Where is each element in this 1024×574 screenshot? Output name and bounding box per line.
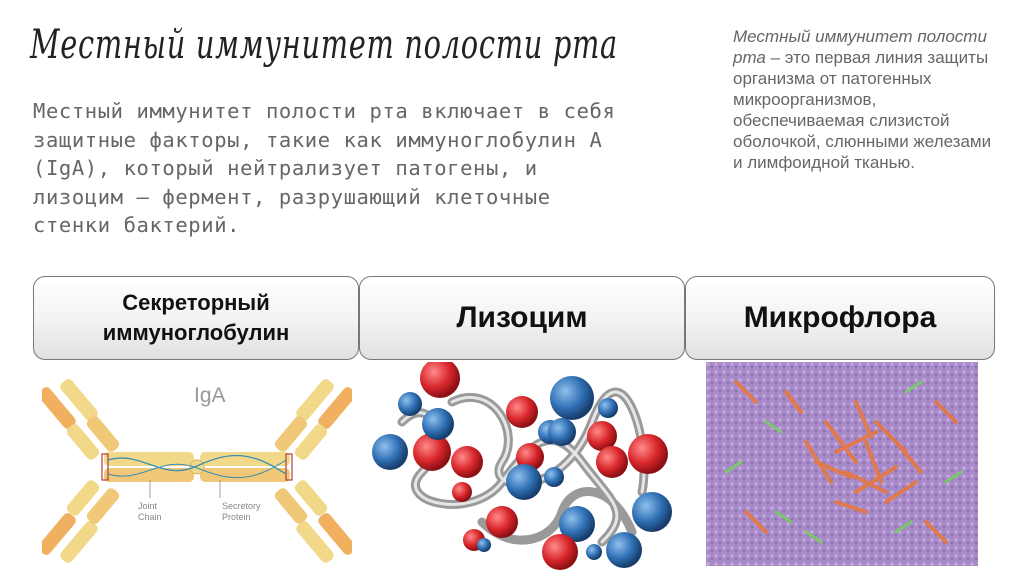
side-note (733, 26, 1003, 173)
secretory-protein-label-2: Protein (222, 512, 251, 522)
iga-arm-upper-left (42, 377, 121, 462)
secretory-protein-label-1: Secretory (222, 501, 261, 511)
slide-title: Местный иммунитет полости рта (30, 22, 618, 68)
iga-arm-lower-left (42, 478, 121, 565)
card-label-line-1: Секреторный (122, 290, 270, 315)
side-note-term: Местный иммунитет полости рта (733, 27, 987, 67)
card-lysozyme[interactable] (359, 276, 685, 360)
topic-cards (33, 276, 995, 362)
card-label: Лизоцим (456, 301, 588, 334)
body-paragraph: Местный иммунитет полости рта включает в себя защитные факторы, такие как иммуноглобулин A (IgA), который нейтрализует патогены, и лизоцим – фермент, разрушающий клеточные стенки бактерий. (33, 99, 616, 237)
side-note-text: – это первая линия защиты организма от патогенных микроорганизмов, обеспечиваемая слизистой оболочкой, слюнными железами и лимфоидной тканью. (733, 48, 992, 172)
iga-diagram (42, 370, 352, 570)
joint-chain-label-1: Joint (138, 501, 158, 511)
iga-title: IgA (194, 384, 226, 407)
iga-stem (102, 452, 292, 482)
iga-arm-upper-right (273, 377, 352, 462)
card-label (103, 288, 290, 348)
card-secretory-immunoglobulin[interactable] (33, 276, 359, 360)
card-label: Микрофлора (743, 301, 937, 334)
lysozyme-molecule (362, 362, 682, 574)
joint-chain-label-2: Chain (138, 512, 162, 522)
card-label-line-2: иммуноглобулин (102, 320, 290, 345)
card-microflora[interactable] (685, 276, 995, 360)
iga-arm-lower-right (273, 478, 352, 565)
microflora-photo (706, 362, 978, 566)
